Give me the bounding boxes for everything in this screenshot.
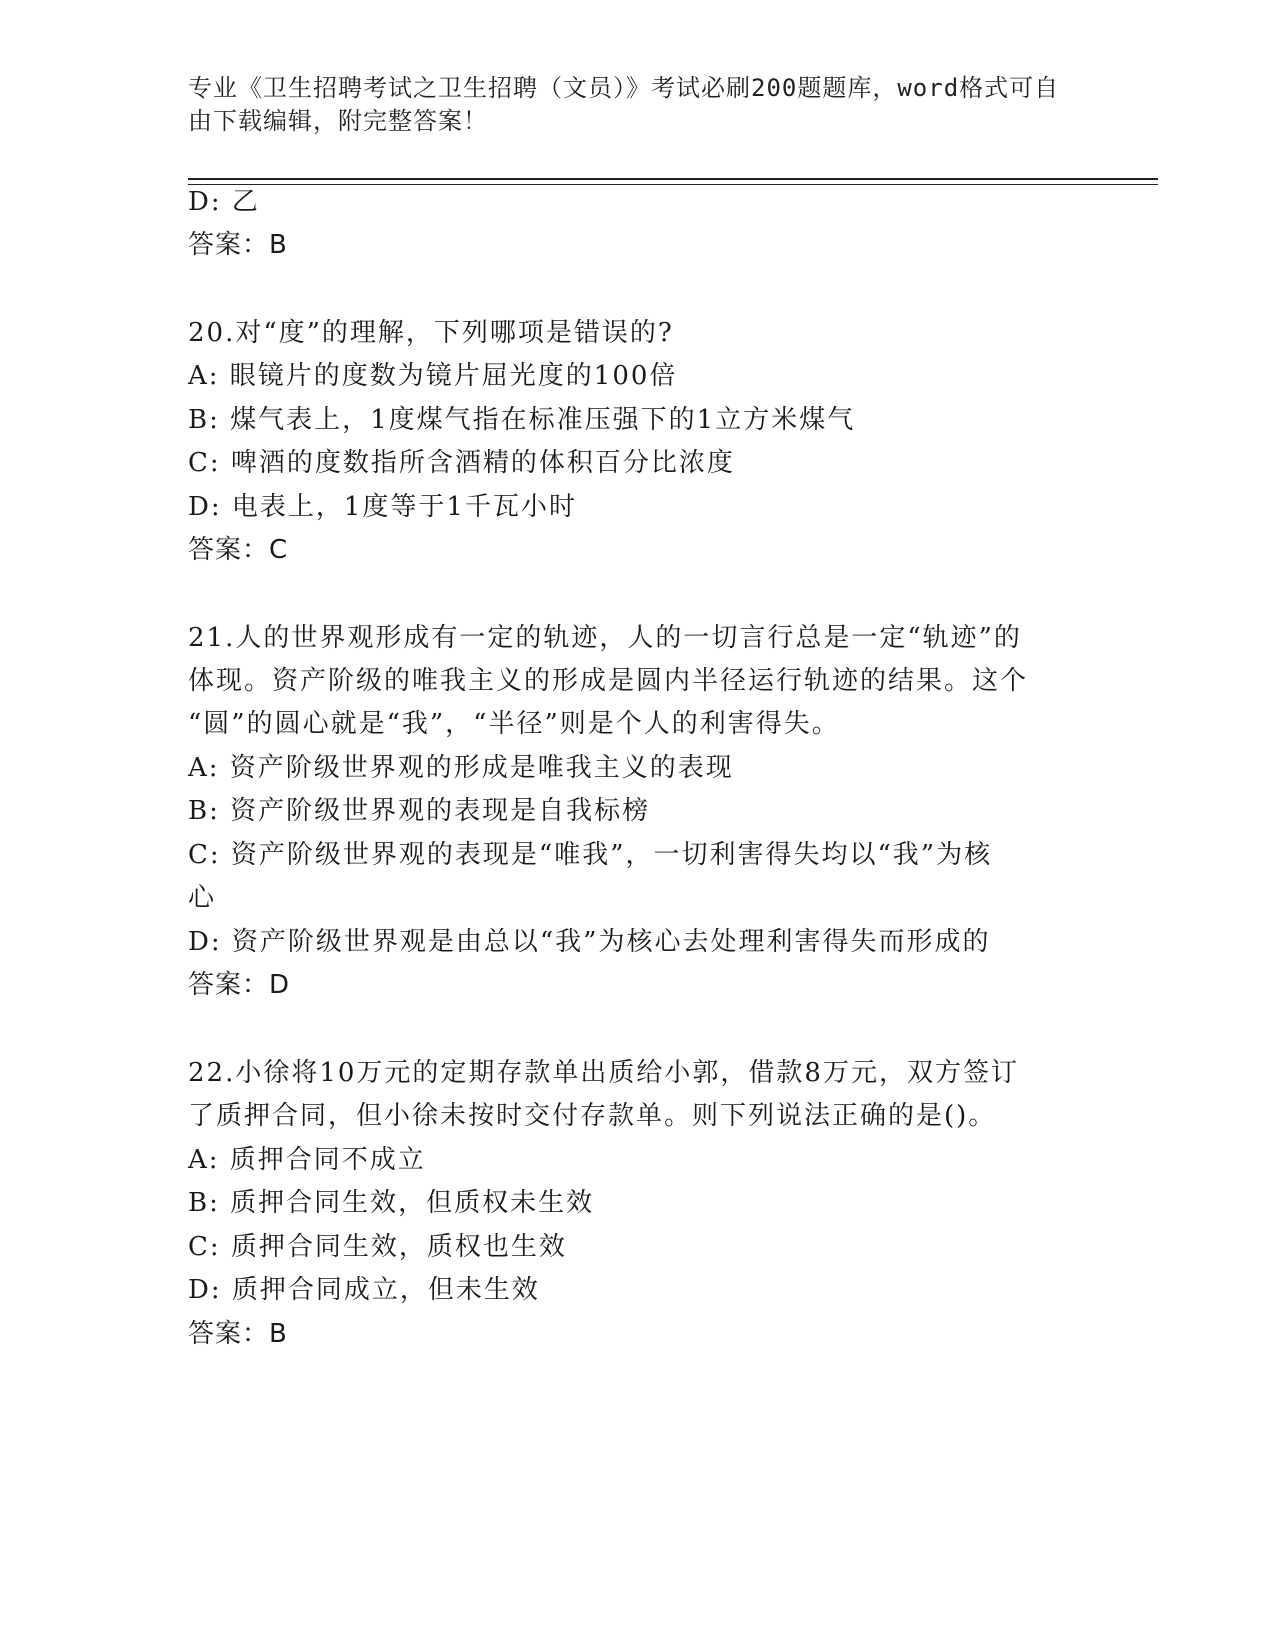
header-title-line-2: 由下载编辑，附完整答案！ [188,107,488,135]
q22-stem-line-1: 22.小徐将10万元的定期存款单出质给小郭，借款8万元，双方签订 [188,1058,1019,1088]
q22-option-d: D: 质押合同成立，但未生效 [188,1275,540,1305]
q20-answer: 答案：C [188,535,289,565]
header-title-line-1: 专业《卫生招聘考试之卫生招聘（文员）》考试必刷200题题库，word格式可自 [188,74,1060,102]
q22-answer: 答案：B [188,1319,288,1349]
q21-stem-line-2: 体现。资产阶级的唯我主义的形成是圆内半径运行轨迹的结果。这个 [188,666,1029,696]
header-divider-thick [188,178,1158,180]
header-divider-thin [188,184,1158,185]
q22-option-b: B: 质押合同生效，但质权未生效 [188,1188,595,1218]
q21-stem-line-3: “圆”的圆心就是“我”，“半径”则是个人的利害得失。 [188,709,840,739]
q21-option-c-line-2: 心 [188,883,217,913]
q21-stem-line-1: 21.人的世界观形成有一定的轨迹，人的一切言行总是一定“轨迹”的 [188,623,1022,653]
prev-answer: 答案：B [188,230,288,260]
q22-option-a: A: 质押合同不成立 [188,1145,426,1175]
q21-option-c-line-1: C: 资产阶级世界观的表现是“唯我”，一切利害得失均以“我”为核 [188,840,993,870]
q22-option-c: C: 质押合同生效，质权也生效 [188,1232,567,1262]
q21-option-b: B: 资产阶级世界观的表现是自我标榜 [188,796,651,826]
q21-option-a: A: 资产阶级世界观的形成是唯我主义的表现 [188,753,734,783]
q20-option-a: A: 眼镜片的度数为镜片屈光度的100倍 [188,361,678,391]
q20-option-b: B: 煤气表上，1度煤气指在标准压强下的1立方米煤气 [188,405,856,435]
q20-option-c: C: 啤酒的度数指所含酒精的体积百分比浓度 [188,448,735,478]
page-header [188,72,1088,138]
q21-answer: 答案：D [188,970,291,1000]
prev-option-d: D: 乙 [188,187,260,217]
q21-option-d: D: 资产阶级世界观是由总以“我”为核心去处理利害得失而形成的 [188,927,991,957]
q22-stem-line-2: 了质押合同，但小徐未按时交付存款单。则下列说法正确的是()。 [188,1101,997,1131]
q20-stem: 20.对“度”的理解，下列哪项是错误的? [188,318,674,348]
q20-option-d: D: 电表上，1度等于1千瓦小时 [188,492,577,522]
